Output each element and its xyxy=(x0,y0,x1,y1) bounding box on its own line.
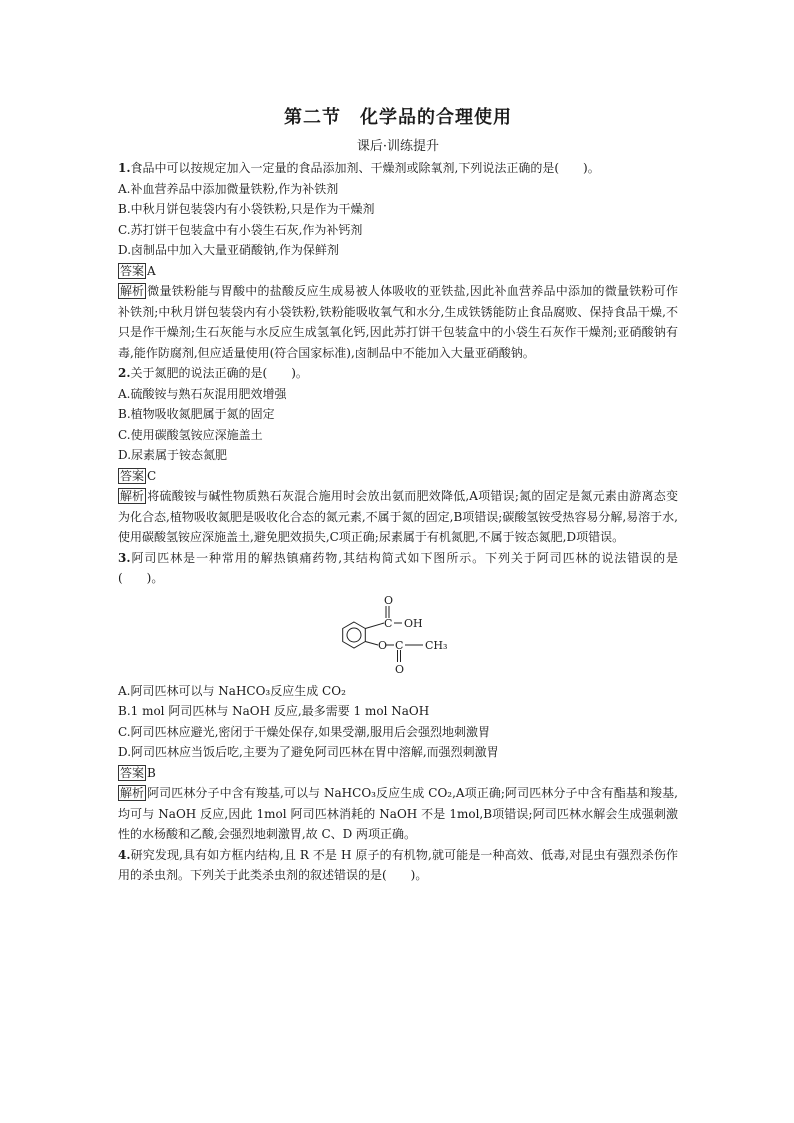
analysis-paragraph xyxy=(118,783,678,845)
question-text: 研究发现,具有如方框内结构,且 R 不是 H 原子的有机物,就可能是一种高效、低毒,对昆虫有强烈杀伤作用的杀虫剂。下列关于此类杀虫剂的叙述错误的是( )。 xyxy=(118,847,678,882)
answer-line xyxy=(118,261,678,282)
analysis-tag: 解析 xyxy=(120,786,145,800)
bond-ring-o xyxy=(365,641,378,645)
question-number: 1. xyxy=(118,161,131,175)
question-number: 2. xyxy=(118,366,131,380)
analysis-text: 将硫酸铵与碱性物质熟石灰混合施用时会放出氨而肥效降低,A项错误;氮的固定是氮元素由游离态变为化合态,植物吸收氮肥是吸收化合态的氮元素,不属于氮的固定,B项错误;碳酸氢铵受热容易分解,易溶于水,使用碳酸氢铵应深施盖土,避免肥效损失,C项正确;尿素属于有机氮肥,不属于铵态氮肥,D项错误。 xyxy=(118,489,678,544)
atom-c-top: C xyxy=(384,616,393,630)
question-text: 阿司匹林是一种常用的解热镇痛药物,其结构简式如下图所示。下列关于阿司匹林的说法错误的是( )。 xyxy=(118,550,678,585)
content-area xyxy=(118,104,678,886)
atom-ch3: CH₃ xyxy=(425,638,448,652)
page-title: 第二节 化学品的合理使用 xyxy=(284,107,512,128)
question-1 xyxy=(118,158,678,363)
question-text: 关于氮肥的说法正确的是( )。 xyxy=(130,366,308,380)
option-c: C.苏打饼干包装盒中有小袋生石灰,作为补钙剂 xyxy=(118,222,363,237)
analysis-tag: 解析 xyxy=(120,489,145,503)
aspirin-structure-diagram xyxy=(328,595,468,677)
atom-c-bottom: C xyxy=(395,638,404,652)
question-3 xyxy=(118,548,678,845)
option-b: B.植物吸收氮肥属于氮的固定 xyxy=(118,407,275,421)
option-a: A.补血营养品中添加微量铁粉,作为补铁剂 xyxy=(118,181,339,196)
atom-oh: OH xyxy=(404,616,423,630)
answer-line xyxy=(118,466,678,487)
option-b: B.中秋月饼包装袋内有小袋铁粉,只是作为干燥剂 xyxy=(118,202,375,216)
option-a: A.硫酸铵与熟石灰混用肥效增强 xyxy=(118,386,287,401)
answer-line xyxy=(118,763,678,784)
answer-tag: 答案 xyxy=(120,765,145,780)
question-stem xyxy=(118,548,678,589)
option-d: D.阿司匹林应当饭后吃,主要为了避免阿司匹林在胃中溶解,而强烈刺激胃 xyxy=(118,745,499,759)
analysis-text: 阿司匹林分子中含有羧基,可以与 NaHCO₃反应生成 CO₂,A项正确;阿司匹林分子中含有酯基和羧基,均可与 NaOH 反应,因此 1mol 阿司匹林消耗的 NaOH 不是 1mol,B项错误;阿司匹林水解会生成强刺激性的水杨酸和乙酸,会强烈地刺激胃,故 C、D 两项正确。 xyxy=(118,786,678,841)
question-number: 4. xyxy=(118,847,131,862)
option-c: C.阿司匹林应避光,密闭于干燥处保存,如果受潮,服用后会强烈地刺激胃 xyxy=(118,724,491,739)
option-d: D.尿素属于铵态氮肥 xyxy=(118,448,228,462)
atom-o-bottom: O xyxy=(395,662,405,676)
analysis-paragraph xyxy=(118,486,678,548)
answer-tag: 答案 xyxy=(120,468,145,483)
page-subtitle: 课后·训练提升 xyxy=(356,139,440,154)
analysis-paragraph xyxy=(118,281,678,363)
answer-value: C xyxy=(147,468,157,483)
option-d: D.卤制品中加入大量亚硝酸钠,作为保鲜剂 xyxy=(118,243,339,257)
question-stem xyxy=(118,363,678,384)
analysis-tag: 解析 xyxy=(120,284,145,298)
atom-o-link: O xyxy=(378,638,388,652)
question-stem xyxy=(118,158,678,179)
aspirin-structure xyxy=(118,595,678,677)
answer-value: B xyxy=(147,765,156,780)
question-stem xyxy=(118,845,678,886)
option-c: C.使用碳酸氢铵应深施盖土 xyxy=(118,427,263,442)
option-b: B.1 mol 阿司匹林与 NaOH 反应,最多需要 1 mol NaOH xyxy=(118,704,430,718)
question-number: 3. xyxy=(118,550,131,565)
benzene-aromatic-circle xyxy=(347,628,361,642)
question-2 xyxy=(118,363,678,548)
option-a: A.阿司匹林可以与 NaHCO₃反应生成 CO₂ xyxy=(118,683,346,698)
bond-ring-c-top xyxy=(365,623,384,629)
answer-value: A xyxy=(147,263,156,278)
question-text: 食品中可以按规定加入一定量的食品添加剂、干燥剂或除氧剂,下列说法正确的是( )。 xyxy=(130,161,600,175)
question-4 xyxy=(118,845,678,886)
analysis-text: 微量铁粉能与胃酸中的盐酸反应生成易被人体吸收的亚铁盐,因此补血营养品中添加的微量铁粉可作补铁剂;中秋月饼包装袋内有小袋铁粉,铁粉能吸收氧气和水分,生成铁锈能防止食品腐败、保持食品干燥,不只是作干燥剂;生石灰能与水反应生成氢氧化钙,因此苏打饼干包装盒中的小袋生石灰作干燥剂;亚硝酸钠有毒,能作防腐剂,但应适量使用(符合国家标准),卤制品中不能加入大量亚硝酸钠。 xyxy=(118,284,678,360)
benzene-ring xyxy=(343,622,366,648)
answer-tag: 答案 xyxy=(120,263,145,278)
atom-o-top: O xyxy=(384,594,394,607)
